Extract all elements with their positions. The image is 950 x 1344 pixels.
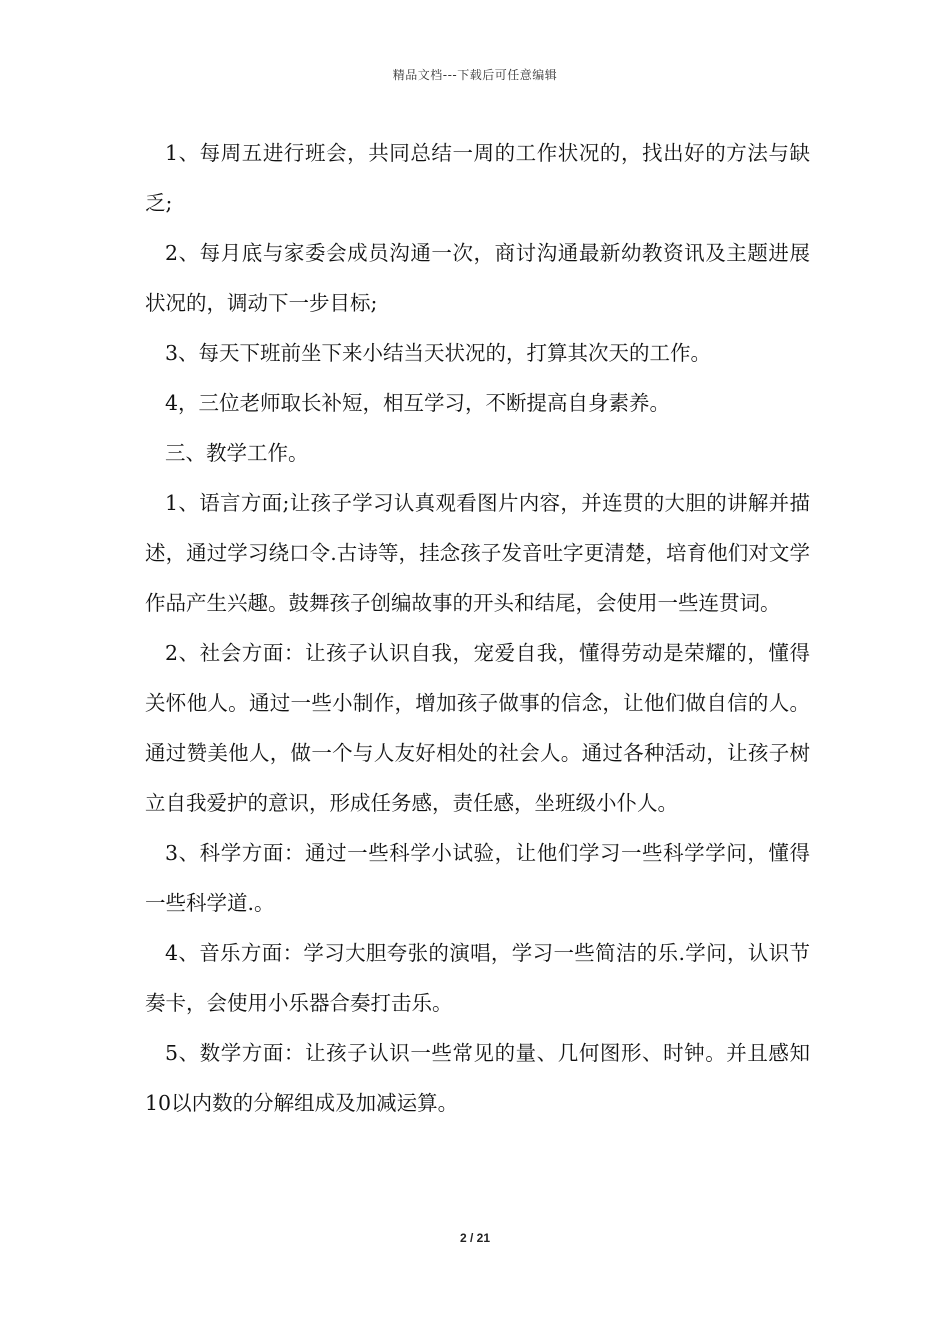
paragraph-teacher-cooperation: 4，三位老师取长补短，相互学习，不断提高自身素养。 — [165, 391, 671, 415]
paragraph-monthly-communication: 2、每月底与家委会成员沟通一次，商讨沟通最新幼教资讯及主题进展状况的，调动下一步目标; — [145, 241, 810, 315]
paragraph-language: 1、语言方面;让孩子学习认真观看图片内容，并连贯的大胆的讲解并描述，通过学习绕口令.古诗等，挂念孩子发音吐字更清楚，培育他们对文学作品产生兴趣。鼓舞孩子创编故事的开头和结尾，会使用一些连贯词。 — [145, 491, 810, 615]
paragraph-social: 2、社会方面：让孩子认识自我，宠爱自我，懂得劳动是荣耀的，懂得关怀他人。通过一些小制作，增加孩子做事的信念，让他们做自信的人。通过赞美他人，做一个与人友好相处的社会人。通过各种活动，让孩子树立自我爱护的意识，形成任务感，责任感，坐班级小仆人。 — [145, 641, 810, 815]
page-header: 精品文档---下载后可任意编辑 — [392, 68, 558, 82]
page-number: 2 / 21 — [459, 1231, 491, 1245]
paragraph-math: 5、数学方面：让孩子认识一些常见的量、几何图形、时钟。并且感知10以内数的分解组成及加减运算。 — [145, 1041, 810, 1115]
paragraph-weekly-meeting: 1、每周五进行班会，共同总结一周的工作状况的，找出好的方法与缺乏; — [145, 141, 810, 215]
paragraph-science: 3、科学方面：通过一些科学小试验，让他们学习一些科学学问，懂得一些科学道.。 — [145, 841, 810, 915]
document-body — [145, 128, 810, 1128]
section-heading-teaching-work: 三、教学工作。 — [165, 441, 309, 465]
paragraph-music: 4、音乐方面：学习大胆夸张的演唱，学习一些简洁的乐.学问，认识节奏卡，会使用小乐器合奏打击乐。 — [145, 941, 810, 1015]
paragraph-daily-summary: 3、每天下班前坐下来小结当天状况的，打算其次天的工作。 — [165, 341, 712, 365]
